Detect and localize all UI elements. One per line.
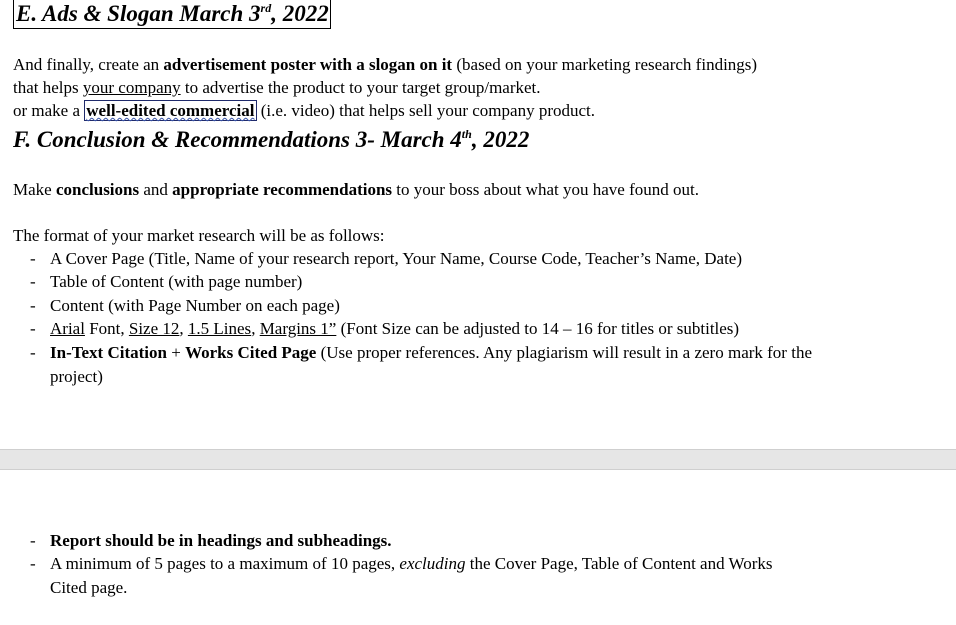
list-dash: - bbox=[30, 319, 36, 338]
text-run: (Use proper references. Any plagiarism will result in a zero mark for the bbox=[316, 343, 812, 362]
text-run: A minimum of 5 pages to a maximum of 10 pages, bbox=[50, 554, 400, 573]
list-item-headings bbox=[50, 532, 392, 549]
section-e-title-end: , 2022 bbox=[271, 1, 329, 26]
list-dash: - bbox=[30, 272, 36, 291]
italic-text: excluding bbox=[399, 554, 466, 573]
list-item-table-of-content: Table of Content (with page number) bbox=[50, 272, 303, 291]
text-run: that helps bbox=[13, 78, 83, 97]
text-run: Make bbox=[13, 180, 56, 199]
section-f-title-sup: th bbox=[461, 127, 472, 141]
list-item-page-count-continued: Cited page. bbox=[50, 578, 128, 597]
text-run: and bbox=[139, 180, 173, 199]
section-f-paragraph bbox=[13, 181, 699, 198]
list-item-cover-page: A Cover Page (Title, Name of your research report, Your Name, Course Code, Teacher’s Name, Date) bbox=[50, 249, 743, 268]
list-dash: - bbox=[30, 531, 36, 550]
list-item-font-format bbox=[50, 320, 739, 337]
text-run: , bbox=[251, 319, 260, 338]
bold-text: Report should be in headings and subheadings. bbox=[50, 531, 392, 550]
list-item-page-count bbox=[50, 555, 773, 572]
text-run: + bbox=[166, 343, 186, 362]
section-e-title: E. Ads & Slogan March 3 bbox=[16, 1, 261, 26]
list-item-citation bbox=[50, 344, 812, 361]
section-e-line-1 bbox=[13, 56, 757, 73]
text-run: or make a bbox=[13, 101, 85, 120]
underlined-text: Size 12 bbox=[128, 319, 180, 338]
spellcheck-flagged-text[interactable]: well-edited commercial bbox=[86, 101, 255, 120]
bold-text: In-Text Citation bbox=[50, 343, 167, 362]
underlined-text: Arial bbox=[50, 319, 85, 338]
text-run: And finally, create an bbox=[13, 55, 164, 74]
text-run: (i.e. video) that helps sell your company product. bbox=[256, 101, 595, 120]
page-break bbox=[0, 449, 956, 470]
section-f-heading bbox=[13, 128, 529, 151]
list-dash: - bbox=[30, 296, 36, 315]
underlined-text: 1.5 Lines bbox=[187, 319, 252, 338]
bold-text: appropriate recommendations bbox=[172, 180, 393, 199]
text-run: Font, bbox=[84, 319, 129, 338]
text-run: , bbox=[179, 319, 188, 338]
section-e-heading bbox=[13, 2, 331, 25]
text-run: to your boss about what you have found out. bbox=[392, 180, 699, 199]
text-run: (Font Size can be adjusted to 14 – 16 for titles or subtitles) bbox=[336, 319, 740, 338]
list-dash: - bbox=[30, 343, 36, 362]
text-run: (based on your marketing research findings) bbox=[452, 55, 758, 74]
bold-text: advertisement poster with a slogan on it bbox=[163, 55, 453, 74]
underlined-text: Margins 1” bbox=[259, 319, 337, 338]
format-intro: The format of your market research will be as follows: bbox=[13, 226, 385, 245]
section-e-line-2 bbox=[13, 79, 541, 96]
list-dash: - bbox=[30, 249, 36, 268]
text-run: to advertise the product to your target group/market. bbox=[180, 78, 541, 97]
section-e-line-3 bbox=[13, 102, 595, 119]
section-f-title: F. Conclusion & Recommendations 3- March 4 bbox=[13, 127, 462, 152]
list-item-citation-continued: project) bbox=[50, 367, 103, 386]
bold-text: conclusions bbox=[55, 180, 140, 199]
section-f-title-end: , 2022 bbox=[471, 127, 530, 152]
list-item-content: Content (with Page Number on each page) bbox=[50, 296, 340, 315]
list-dash: - bbox=[30, 554, 36, 573]
text-run: the Cover Page, Table of Content and Works bbox=[465, 554, 773, 573]
underlined-text: your company bbox=[82, 78, 181, 97]
bold-text: Works Cited Page bbox=[185, 343, 317, 362]
section-e-title-sup: rd bbox=[260, 1, 272, 15]
